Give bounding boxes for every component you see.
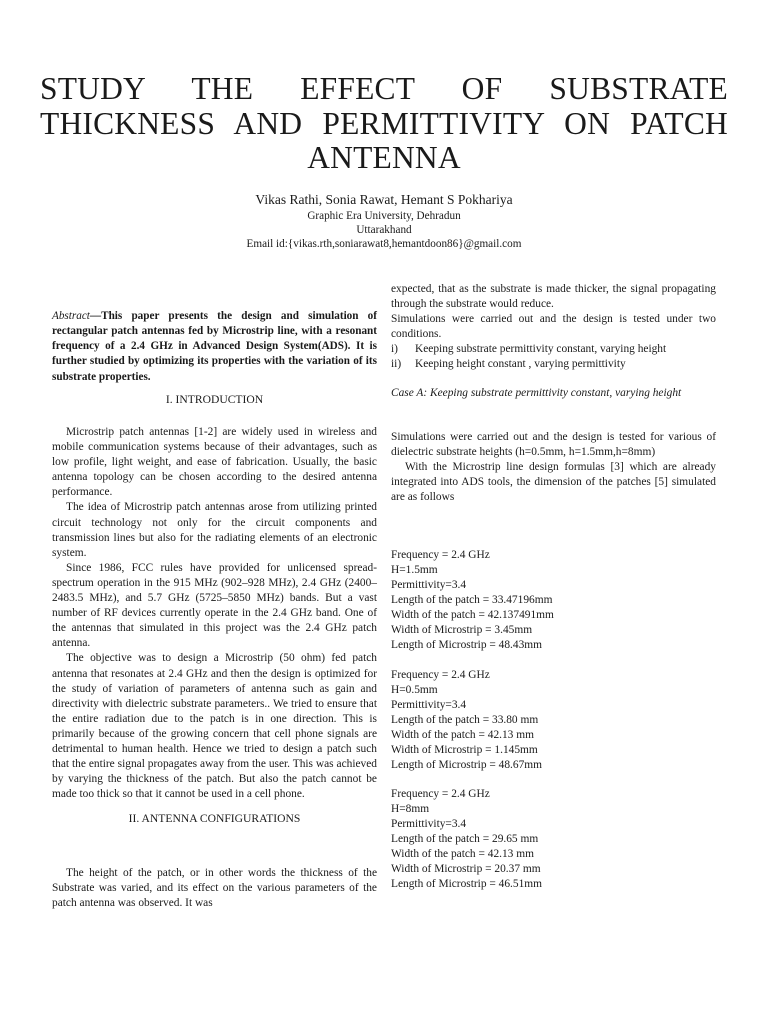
abstract [52, 298, 377, 396]
config-body [52, 866, 377, 911]
intro-paragraph-2: The idea of Microstrip patch antennas arose from utilizing printed circuit technology not only for the circuit components and transmission lines but also for the radiating elements of an electronic system. [52, 501, 377, 559]
abstract-dash: — [89, 310, 102, 323]
spec-line: Width of the patch = 42.13 mm [391, 729, 534, 741]
section-heading-introduction [52, 392, 377, 407]
section-heading-antenna-configurations [52, 811, 377, 826]
spec-line: Permittivity=3.4 [391, 818, 467, 830]
introduction-body [52, 425, 377, 802]
author-list: Vikas Rathi, Sonia Rawat, Hemant S Pokhariya [255, 192, 513, 207]
config-paragraph: The height of the patch, or in other words the thickness of the Substrate was varied, and its effect on the various parameters of the patch antenna was observed. It was [52, 867, 377, 910]
spec-line: Permittivity=3.4 [391, 699, 467, 711]
case-a-title: Case A: Keeping substrate permittivity constant, varying height [391, 387, 682, 399]
spec-line: Frequency = 2.4 GHz [391, 549, 490, 561]
section-title: II. ANTENNA CONFIGURATIONS [128, 812, 301, 825]
spec-block-2 [391, 668, 716, 773]
spec-line: H=0.5mm [391, 684, 438, 696]
condition-item: i) Keeping substrate permittivity constant, varying height [391, 343, 667, 356]
spec-line: Width of Microstrip = 20.37 mm [391, 863, 541, 875]
spec-line: Frequency = 2.4 GHz [391, 788, 490, 800]
abstract-paragraph [52, 309, 377, 384]
sim-heights-paragraph: Simulations were carried out and the design is tested for various of dielectric substrate heights (h=0.5mm, h=1.5mm,h=8mm) [391, 431, 716, 459]
spec-line: H=8mm [391, 803, 430, 815]
title-line-3: ANTENNA [307, 140, 461, 175]
formulas-paragraph: With the Microstrip line design formulas [3] which are already integrated into ADS tools, the dimension of the patches [5] simulated are as follows [391, 461, 716, 504]
title-line-1: STUDY THE EFFECT OF SUBSTRATE [40, 71, 728, 106]
spec-line: Frequency = 2.4 GHz [391, 669, 490, 681]
spec-line: Width of the patch = 42.13 mm [391, 848, 534, 860]
spec-line: Length of Microstrip = 48.43mm [391, 639, 543, 651]
condition-item: ii) Keeping height constant , varying permittivity [391, 358, 626, 371]
right-column-top [391, 282, 716, 373]
case-a-body [391, 430, 716, 505]
sim-conditions-text: Simulations were carried out and the design is tested under two conditions. [391, 313, 716, 341]
intro-paragraph-3: Since 1986, FCC rules have provided for unlicensed spread-spectrum operation in the 915 MHz (902–928 MHz), 2.4 GHz (2400–2483.5 MHz), and 5.7 GHz (5725–5850 MHz) bands. But a vast number of RF devices currently operate in the 2.4 GHz band. One of the antennas that simulated in this project was the 2.4 GHz patch antenna. [52, 561, 377, 650]
paper-title [40, 72, 728, 176]
intro-paragraph-4: The objective was to design a Microstrip (50 ohm) fed patch antenna that resonates at 2.4 GHz and then the design is optimized for the study of variation of parameters of antenna such as gain and directivity with dielectric substrate parameters.. We tried to ensure that the entire radiation due to the patch is in one direction. This is primarily because of the growing concern that cell phone signals are detrimental to human health. Hence we tried to design a patch such that the entire signal propagates away from the user. This was achieved by varying the thickness of the patch. But also the patch cannot be made too thick so that it cannot be used in a cell phone. [52, 652, 377, 801]
affiliation-state: Uttarakhand [356, 224, 412, 236]
title-line-2: THICKNESS AND PERMITTIVITY ON PATCH [40, 105, 728, 141]
spec-line: Length of the patch = 29.65 mm [391, 833, 539, 845]
case-a-heading [391, 386, 716, 402]
abstract-label: Abstract [52, 310, 90, 323]
spec-line: H=1.5mm [391, 564, 438, 576]
spec-block-3 [391, 787, 716, 892]
spec-line: Width of Microstrip = 3.45mm [391, 624, 533, 636]
intro-paragraph-1: Microstrip patch antennas [1-2] are widely used in wireless and mobile communication systems because of their advantages, such as low profile, light weight, and ease of fabrication. Usually, the basic antenna topology can be chosen according to the desired antenna performance. [52, 426, 377, 499]
spec-line: Length of Microstrip = 48.67mm [391, 759, 543, 771]
spec-line: Permittivity=3.4 [391, 579, 467, 591]
affiliation-email: Email id:{vikas.rth,soniarawat8,hemantdoon86}@gmail.com [246, 238, 522, 250]
spec-line: Length of Microstrip = 46.51mm [391, 878, 543, 890]
abstract-text: This paper presents the design and simulation of rectangular patch antennas fed by Microstrip line, with a resonant frequency of a 2.4 GHz in Advanced Design System(ADS). It is further studied by optimizing its properties with the variation of its substrate properties. [52, 310, 377, 383]
section-title: I. INTRODUCTION [165, 393, 264, 406]
affiliation-university: Graphic Era University, Dehradun [307, 210, 461, 222]
spec-line: Length of the patch = 33.80 mm [391, 714, 539, 726]
spec-block-1 [391, 548, 716, 653]
spec-line: Length of the patch = 33.47196mm [391, 594, 553, 606]
spec-line: Width of the patch = 42.137491mm [391, 609, 554, 621]
spec-line: Width of Microstrip = 1.145mm [391, 744, 538, 756]
config-continuation: expected, that as the substrate is made thicker, the signal propagating through the substrate would reduce. [391, 283, 716, 311]
